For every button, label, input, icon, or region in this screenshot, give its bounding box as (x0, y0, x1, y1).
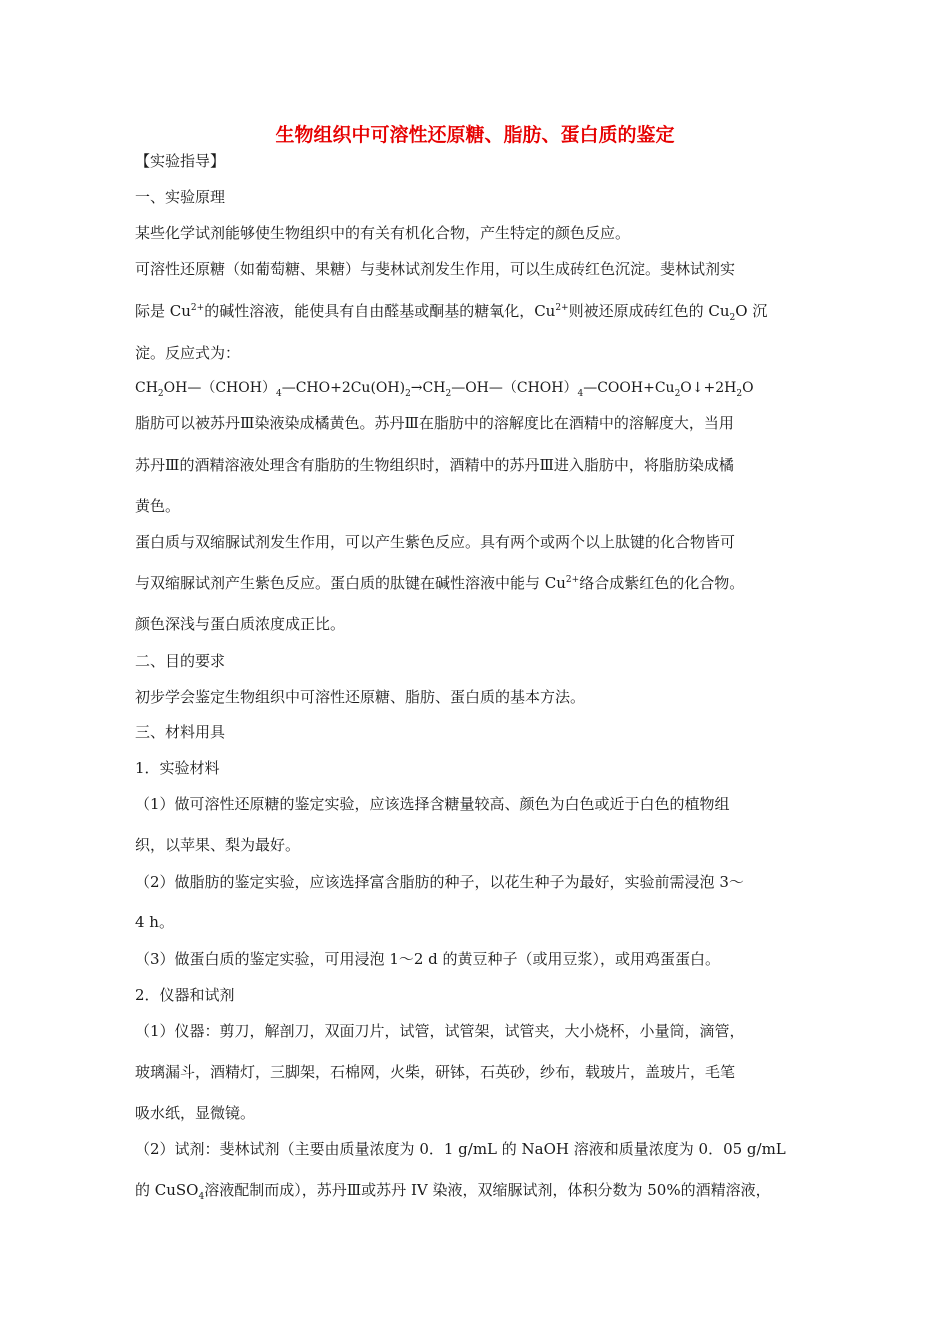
paragraph-text: 蛋白质与双缩脲试剂发生作用，可以产生紫色反应。具有两个或两个以上肽键的化合物皆可 (135, 533, 736, 551)
paragraph-text: 苏丹Ⅲ的酒精溶液处理含有脂肪的生物组织时，酒精中的苏丹Ⅲ进入脂肪中，将脂肪染成橘 (135, 456, 734, 474)
list-item: 的 CuSO$_4$溶液配制而成），苏丹Ⅲ或苏丹 IV 染液，双缩脲试剂，体积分数为 50%的酒精溶液， (135, 1181, 771, 1202)
paragraph-text: 颜色深浅与蛋白质浓度成正比。 (135, 615, 346, 633)
subsection-heading: 2．仪器和试剂 (135, 986, 235, 1004)
list-item: （1）做可溶性还原糖的鉴定实验，应该选择含糖量较高、颜色为白色或近于白色的植物组 (135, 795, 730, 813)
paragraph-text: 与双缩脲试剂产生紫色反应。蛋白质的肽键在碱性溶液中能与 $Cu^{2+}$络合成紫红色的化合物。 (135, 574, 745, 592)
section-1-heading: 一、实验原理 (135, 188, 226, 206)
subsection-heading: 1．实验材料 (135, 759, 220, 777)
section-2-heading: 二、目的要求 (135, 652, 226, 670)
paragraph-text: 某些化学试剂能够使生物组织中的有关有机化合物，产生特定的颜色反应。 (135, 224, 631, 242)
list-item: 织，以苹果、梨为最好。 (135, 836, 301, 854)
list-item: （3）做蛋白质的鉴定实验，可用浸泡 1～2 d 的黄豆种子（或用豆浆），或用鸡蛋蛋白。 (135, 950, 721, 968)
list-item: （2）试剂：斐林试剂（主要由质量浓度为 0．1 g/mL 的 NaOH 溶液和质量浓度为 0．05 g/mL (135, 1140, 786, 1158)
paragraph-text: 黄色。 (135, 497, 181, 515)
paragraph-text: 淀。反应式为： (135, 344, 241, 362)
paragraph-text: 际是 $Cu^{2+}$的碱性溶液，能使具有自由醛基或酮基的糖氧化，$Cu^{2+}$则被还原成砖红色的 $Cu_2O$ 沉 (135, 302, 768, 323)
list-item: 玻璃漏斗，酒精灯，三脚架，石棉网，火柴，研钵，石英砂，纱布，载玻片，盖玻片，毛笔 (135, 1063, 736, 1081)
list-item: （2）做脂肪的鉴定实验，应该选择富含脂肪的种子，以花生种子为最好，实验前需浸泡 3～ (135, 873, 744, 891)
list-item: 吸水纸，显微镜。 (135, 1104, 256, 1122)
list-item: （1）仪器：剪刀，解剖刀，双面刀片，试管，试管架，试管夹，大小烧杯，小量筒，滴管， (135, 1022, 745, 1040)
reaction-formula: $CH_2OH—(CHOH)_4—CHO+2Cu(OH)_2\to CH_2—OH—(CHOH)_4—COOH+Cu_2O↓+2H_2O$ (135, 380, 754, 399)
document-title: 生物组织中可溶性还原糖、脂肪、蛋白质的鉴定 (275, 124, 675, 146)
guide-heading: 【实验指导】 (135, 152, 226, 170)
section-3-heading: 三、材料用具 (135, 723, 226, 741)
paragraph-text: 初步学会鉴定生物组织中可溶性还原糖、脂肪、蛋白质的基本方法。 (135, 688, 586, 706)
paragraph-text: 脂肪可以被苏丹Ⅲ染液染成橘黄色。苏丹Ⅲ在脂肪中的溶解度比在酒精中的溶解度大，当用 (135, 414, 734, 432)
list-item: 4 h。 (135, 913, 174, 931)
paragraph-text: 可溶性还原糖（如葡萄糖、果糖）与斐林试剂发生作用，可以生成砖红色沉淀。斐林试剂实 (135, 260, 736, 278)
